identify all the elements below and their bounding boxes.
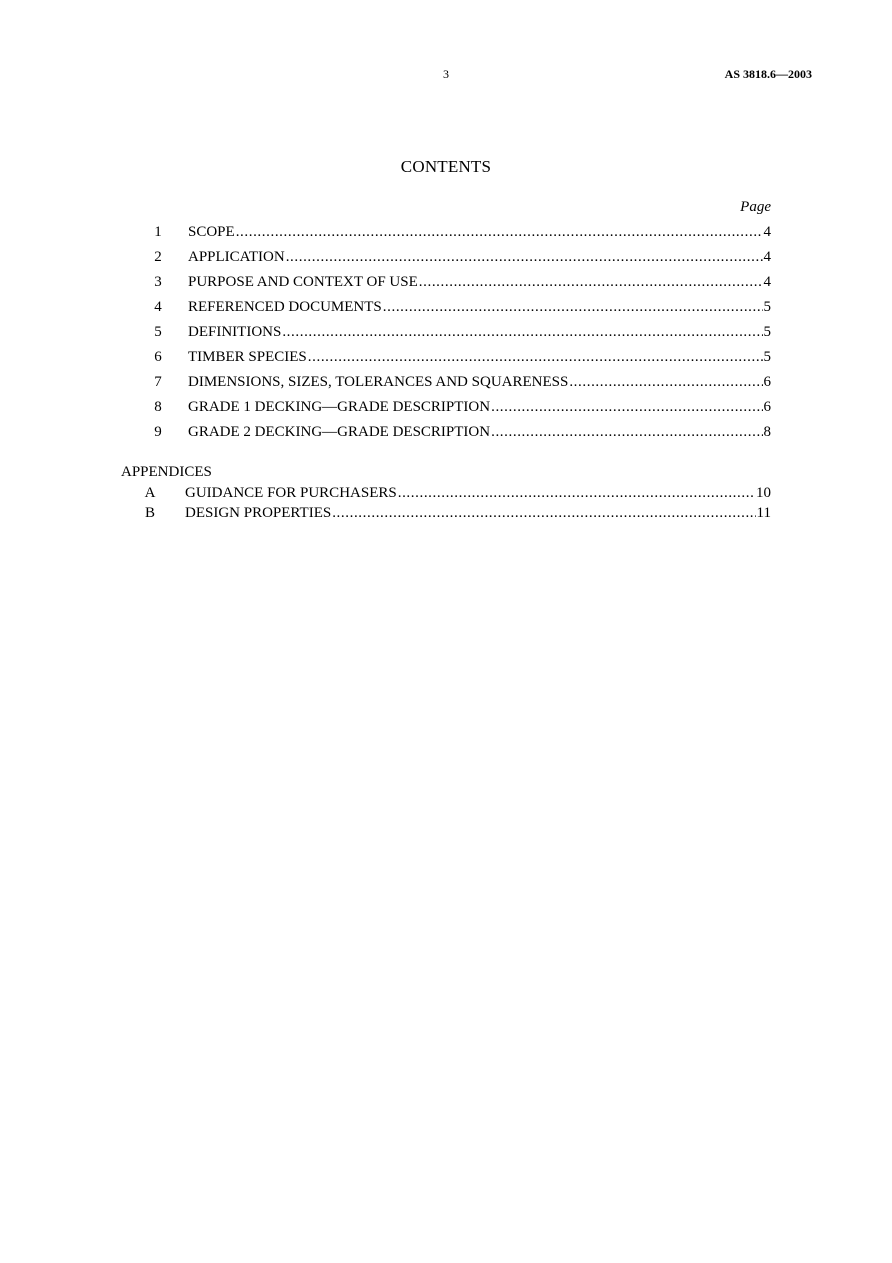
appendix-title: GUIDANCE FOR PURCHASERS	[185, 485, 397, 501]
toc-entry-number: 3	[154, 274, 162, 290]
toc-entry-page: 4	[763, 249, 771, 265]
dot-leader	[332, 504, 755, 523]
toc-entry-page: 5	[763, 299, 771, 315]
document-id: AS 3818.6—2003	[724, 67, 812, 81]
page-column-label: Page	[740, 199, 771, 215]
toc-entry-page: 4	[763, 274, 771, 290]
dot-leader	[491, 423, 762, 442]
toc-entry-page: 6	[763, 399, 771, 415]
toc-entry-page: 8	[763, 424, 771, 440]
dot-leader	[491, 398, 762, 417]
contents-list	[0, 223, 892, 448]
toc-entry-referenced-documents[interactable]	[0, 298, 892, 323]
toc-entry-page: 5	[763, 349, 771, 365]
appendix-letter: A	[144, 485, 156, 501]
toc-entry-title: GRADE 2 DECKING—GRADE DESCRIPTION	[188, 424, 491, 440]
toc-entry-application[interactable]	[0, 248, 892, 273]
toc-entry-timber-species[interactable]	[0, 348, 892, 373]
toc-entry-page: 5	[763, 324, 771, 340]
dot-leader	[569, 373, 762, 392]
toc-entry-title: GRADE 1 DECKING—GRADE DESCRIPTION	[188, 399, 491, 415]
dot-leader	[419, 273, 763, 292]
toc-entry-number: 4	[154, 299, 162, 315]
appendices-heading: APPENDICES	[121, 464, 212, 480]
toc-entry-number: 1	[154, 224, 162, 240]
toc-entry-title: SCOPE	[188, 224, 235, 240]
toc-entry-number: 7	[154, 374, 162, 390]
toc-entry-title: REFERENCED DOCUMENTS	[188, 299, 382, 315]
appendices-list	[0, 484, 892, 524]
dot-leader	[398, 484, 755, 503]
toc-entry-number: 6	[154, 349, 162, 365]
toc-entry-number: 8	[154, 399, 162, 415]
appendix-page: 11	[756, 505, 771, 521]
toc-entry-scope[interactable]	[0, 223, 892, 248]
page-number: 3	[443, 67, 449, 81]
toc-entry-definitions[interactable]	[0, 323, 892, 348]
toc-entry-number: 2	[154, 249, 162, 265]
toc-entry-title: TIMBER SPECIES	[188, 349, 307, 365]
toc-entry-number: 9	[154, 424, 162, 440]
toc-entry-title: DIMENSIONS, SIZES, TOLERANCES AND SQUARENESS	[188, 374, 569, 390]
toc-entry-grade-2-decking[interactable]	[0, 423, 892, 448]
toc-entry-title: APPLICATION	[188, 249, 285, 265]
dot-leader	[308, 348, 763, 367]
toc-entry-title: DEFINITIONS	[188, 324, 282, 340]
toc-entry-title: PURPOSE AND CONTEXT OF USE	[188, 274, 418, 290]
appendix-letter: B	[144, 505, 155, 521]
contents-title: CONTENTS	[400, 157, 492, 176]
appendix-entry-design-properties[interactable]	[0, 504, 892, 524]
toc-entry-page: 6	[763, 374, 771, 390]
toc-entry-dimensions[interactable]	[0, 373, 892, 398]
appendix-page: 10	[756, 485, 771, 501]
dot-leader	[282, 323, 762, 342]
toc-entry-number: 5	[154, 324, 162, 340]
appendix-entry-guidance[interactable]	[0, 484, 892, 504]
toc-entry-page: 4	[763, 224, 771, 240]
toc-entry-grade-1-decking[interactable]	[0, 398, 892, 423]
dot-leader	[383, 298, 763, 317]
dot-leader	[236, 223, 763, 242]
dot-leader	[286, 248, 763, 267]
appendix-title: DESIGN PROPERTIES	[185, 505, 332, 521]
toc-entry-purpose[interactable]	[0, 273, 892, 298]
